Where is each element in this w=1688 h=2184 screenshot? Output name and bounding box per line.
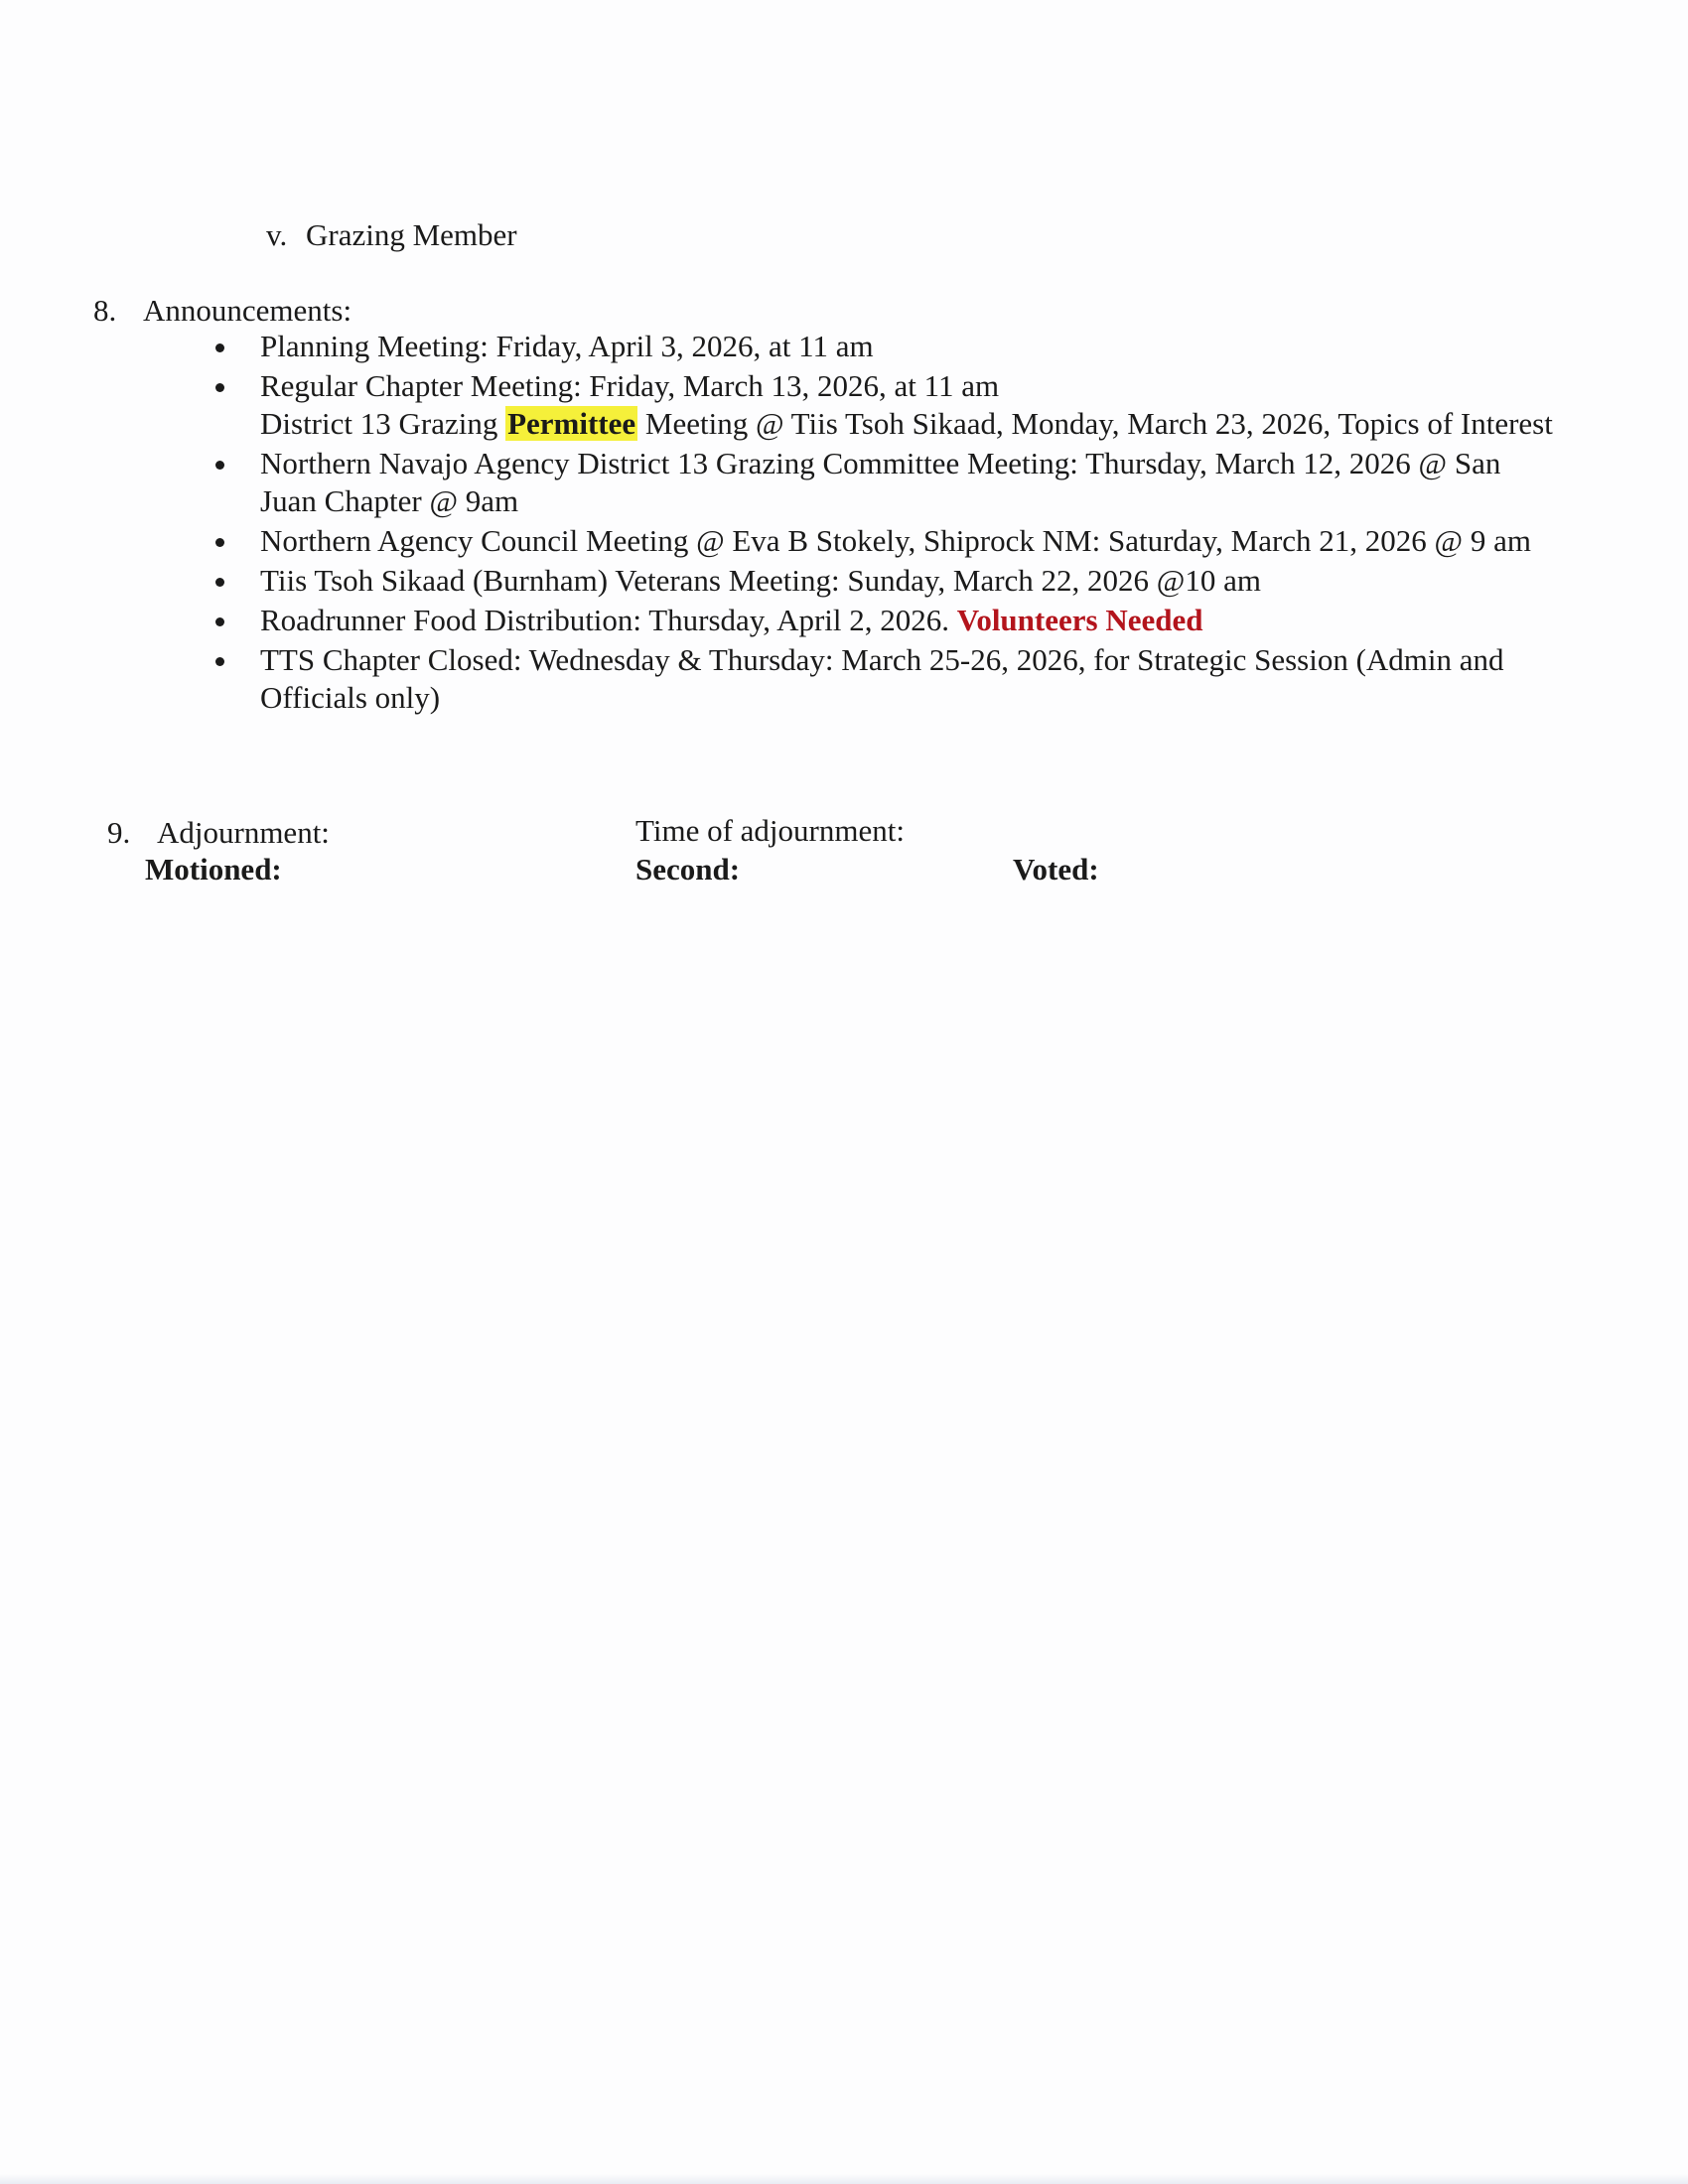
highlighted-word: Permittee <box>507 406 636 441</box>
announcement-continuation <box>260 406 1553 441</box>
second-label: Second: <box>635 852 741 887</box>
roman-item-text: Grazing Member <box>306 217 517 252</box>
roman-numeral: v. <box>266 217 288 252</box>
continuation-text: Meeting @ Tiis Tsoh Sikaad, Monday, March 23, 2026, Topics of Interest <box>637 406 1553 441</box>
announcement-text: Tiis Tsoh Sikaad (Burnham) Veterans Meeting: Sunday, March 22, 2026 @10 am <box>260 563 1261 598</box>
announcement-text: Regular Chapter Meeting: Friday, March 13, 2026, at 11 am <box>260 368 1000 403</box>
section-8-title: Announcements: <box>143 293 352 328</box>
list-item <box>211 367 1561 443</box>
list-item <box>211 602 1561 639</box>
volunteers-needed-emphasis: Volunteers Needed <box>956 603 1203 637</box>
list-item <box>211 641 1561 717</box>
list-item <box>211 445 1561 520</box>
motioned-label: Motioned: <box>145 852 282 887</box>
list-item <box>211 562 1561 600</box>
list-item <box>211 522 1561 560</box>
list-item <box>211 328 1561 365</box>
voted-label: Voted: <box>1013 852 1099 887</box>
section-9-title: Adjournment: <box>157 815 330 850</box>
announcements-list <box>211 328 1561 719</box>
announcement-text: TTS Chapter Closed: Wednesday & Thursday: March 25-26, 2026, for Strategic Session (Admin and Officials only) <box>260 642 1504 715</box>
continuation-text: District 13 Grazing <box>260 406 506 441</box>
section-9-number: 9. <box>107 815 131 850</box>
roman-list-item <box>266 216 517 254</box>
announcement-text: Roadrunner Food Distribution: Thursday, April 2, 2026. <box>260 603 957 637</box>
time-of-adjournment-label: Time of adjournment: <box>635 813 905 848</box>
announcement-text: Northern Navajo Agency District 13 Grazing Committee Meeting: Thursday, March 12, 2026 @ San Juan Chapter @ 9am <box>260 446 1501 518</box>
announcement-text: Northern Agency Council Meeting @ Eva B Stokely, Shiprock NM: Saturday, March 21, 2026 @ 9 am <box>260 523 1531 558</box>
section-8-heading <box>93 292 352 330</box>
announcement-text: Planning Meeting: Friday, April 3, 2026, at 11 am <box>260 329 874 363</box>
section-8-number: 8. <box>93 293 117 328</box>
section-9-heading <box>107 814 330 852</box>
page-bottom-edge <box>0 2174 1688 2184</box>
